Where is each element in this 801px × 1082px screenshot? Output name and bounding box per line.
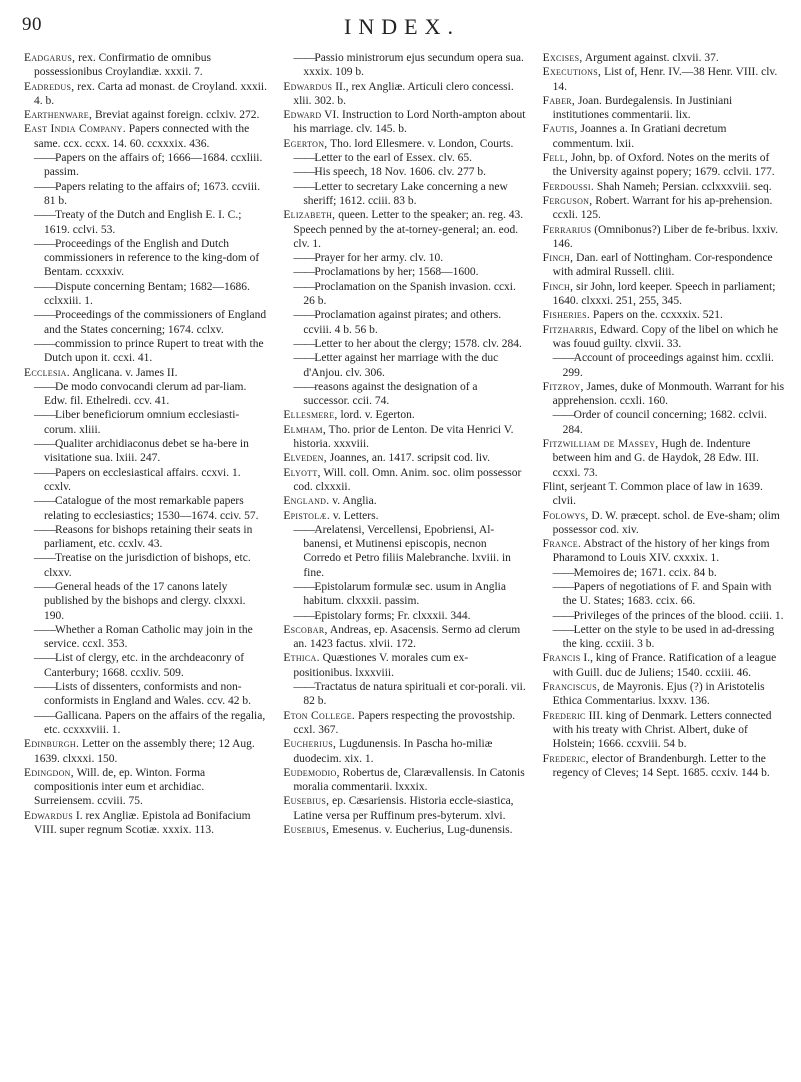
entry-text: General heads of the 17 canons lately published by the bishops and clergy. clxxxi. 190. [44, 580, 246, 622]
index-entry [543, 280, 786, 309]
repeat-dash [293, 181, 314, 193]
index-subentry [24, 466, 267, 495]
entry-text: Papers connected with the same. ccx. ccxx. 14. 60. ccxxxix. 436. [34, 123, 250, 150]
entry-text: Privileges of the princes of the blood. cciii. 1. [573, 609, 784, 622]
entry-text: Letter to her about the clergy; 1578. clv. 284. [314, 337, 522, 350]
entry-text: De modo convocandi clerum ad par-liam. Edw. fil. Ethelredi. ccv. 41. [44, 380, 247, 408]
index-entry [543, 151, 786, 180]
repeat-dash [293, 281, 314, 293]
repeat-dash [34, 524, 55, 536]
entry-text: III. king of Denmark. Letters connected with his treaty with Christ. Albert, duke of Holstein; 1666. ccxviii. 54 b. [552, 709, 772, 751]
entry-heading: Ethica. [283, 652, 320, 665]
entry-text: Letter on the assembly there; 12 Aug. 1639. clxxxi. 150. [34, 738, 255, 765]
entry-text: Proceedings of the commissioners of England and the States concerning; 1674. cclxv. [44, 309, 267, 336]
entry-text: Liber beneficiorum omnium ecclesiasti-corum. xliii. [44, 409, 240, 436]
index-subentry [24, 308, 267, 337]
entry-text: List of, Henr. IV.—38 Henr. VIII. clv. 14. [552, 66, 778, 93]
index-subentry [283, 151, 526, 165]
entry-heading: Ellesmere, [283, 409, 338, 422]
entry-text: Joan. Burdegalensis. In Justiniani institutiones commentarii. lix. [552, 94, 733, 122]
index-entry [283, 137, 526, 151]
entry-text: Epistolarum formulæ sec. usum in Anglia habitum. clxxxii. passim. [303, 580, 506, 608]
index-entry [543, 51, 786, 65]
index-entry [543, 380, 786, 409]
index-entry [283, 408, 526, 422]
index-subentry [543, 408, 786, 437]
index-subentry [543, 351, 786, 380]
index-subentry [24, 494, 267, 523]
index-entry [24, 80, 267, 109]
repeat-dash [293, 266, 314, 278]
repeat-dash [553, 624, 574, 636]
entry-heading: France. [542, 538, 582, 551]
entry-text: Abstract of the history of her kings from Pharamond to Louis XIV. cxxxix. 1. [552, 538, 770, 565]
entry-heading: Folowys, [542, 509, 589, 522]
entry-text: Proclamations by her; 1568—1600. [314, 266, 479, 279]
entry-heading: Fell, [542, 152, 569, 165]
entry-heading: Elizabeth, [283, 209, 336, 222]
entry-text: Argument against. clxvii. 37. [584, 52, 719, 64]
repeat-dash [34, 624, 55, 636]
index-entry [543, 308, 786, 322]
entry-text: Account of proceedings against him. ccxlii. 299. [562, 352, 774, 379]
entry-text: Hugh de. Indenture between him and G. de Haydok, 28 Edw. III. ccxxi. 73. [552, 438, 759, 479]
index-subentry [543, 566, 786, 580]
index-subentry [24, 680, 267, 709]
entry-text: Joannes, an. 1417. scripsit cod. liv. [329, 452, 490, 465]
repeat-dash [34, 209, 55, 221]
entry-text: elector of Brandenburgh. Letter to the regency of Cleves; 14 Sept. 1685. ccxiv. 144 b. [552, 752, 770, 779]
index-subentry [283, 523, 526, 580]
entry-text: Arelatensi, Vercellensi, Epobriensi, Al-banensi, et Mutinensi episcopis, necnon Corredo et Petro filiis Malebranche. lxviii. in fine. [303, 523, 511, 579]
index-entry [543, 651, 786, 680]
index-entry [283, 494, 526, 508]
entry-heading: Fitzwilliam de Massey, [542, 438, 659, 451]
index-subentry [24, 151, 267, 180]
entry-text: reasons against the designation of a successor. ccii. 74. [303, 380, 478, 408]
entry-heading: Ferrarius [542, 223, 592, 236]
index-entry [543, 122, 786, 151]
repeat-dash [34, 681, 55, 693]
entry-text: de Mayronis. Ejus (?) in Aristotelis Ethica Commentarius. lxxxv. 136. [552, 681, 765, 708]
entry-text: Papers relating to the affairs of; 1673. ccviii. 81 b. [44, 180, 261, 207]
index-entry [543, 180, 786, 194]
index-subentry [283, 165, 526, 179]
entry-text: I., king of France. Ratification of a league with Guill. duc de Juliens; 1540. ccxiii. 46. [552, 652, 777, 679]
index-subentry [24, 337, 267, 366]
index-subentry [24, 280, 267, 309]
index-subentry [24, 580, 267, 623]
index-subentry [283, 280, 526, 309]
entry-text: Letter to the earl of Essex. clv. 65. [314, 152, 472, 165]
column-right [543, 51, 786, 1073]
repeat-dash [293, 338, 314, 350]
entry-heading: Edwardus [24, 809, 73, 822]
entry-heading: Fisheries. [542, 309, 591, 322]
index-subentry [24, 180, 267, 209]
entry-heading: Eusebius, [283, 795, 330, 808]
entry-heading: Eudemodio, [283, 766, 340, 779]
index-entry [283, 208, 526, 251]
page-title: INDEX. [344, 14, 460, 39]
entry-text: (Omnibonus?) Liber de fe-bribus. lxxiv. 146. [552, 223, 779, 250]
entry-text: Letter to secretary Lake concerning a new sheriff; 1612. cciii. 83 b. [303, 180, 508, 207]
entry-text: rex. Confirmatio de omnibus possessionibus Croylandiæ. xxxii. 7. [34, 52, 212, 79]
index-entry [543, 251, 786, 280]
entry-text: Passio ministrorum ejus secundum opera sua. xxxix. 109 b. [303, 52, 524, 79]
entry-text: Qualiter archidiaconus debet se ha-bere in visitatione sua. lxiii. 247. [44, 438, 249, 465]
entry-heading: Edinburgh. [24, 738, 80, 751]
index-subentry [24, 551, 267, 580]
entry-text: Treaty of the Dutch and English E. I. C.; 1619. cclvi. 53. [44, 209, 242, 236]
index-subentry [283, 380, 526, 409]
index-entry [543, 194, 786, 223]
repeat-dash [293, 581, 314, 593]
entry-text: VI. Instruction to Lord North-ampton about his marriage. clv. 145. b. [293, 109, 526, 136]
repeat-dash [34, 552, 55, 564]
entry-text: His speech, 18 Nov. 1606. clv. 277 b. [314, 166, 486, 179]
entry-text: Whether a Roman Catholic may join in the service. ccxl. 353. [44, 623, 253, 651]
index-subentry [283, 580, 526, 609]
index-entry [543, 223, 786, 252]
entry-heading: Eadgarus, [24, 52, 76, 64]
repeat-dash [34, 652, 55, 664]
page-header [22, 14, 782, 44]
entry-text: Gallicana. Papers on the affairs of the regalia, etc. ccxxxviii. 1. [44, 709, 266, 736]
entry-text: v. Letters. [332, 509, 379, 522]
index-entry [283, 423, 526, 452]
entry-heading: Fautis, [542, 123, 578, 136]
entry-text: Lugdunensis. In Pascha ho-miliæ duodecim. xix. 1. [293, 738, 493, 765]
index-entry [283, 623, 526, 652]
index-entry [543, 509, 786, 538]
index-subentry [24, 651, 267, 680]
entry-text: Tho. prior de Lenton. De vita Henrici V. historia. xxxviii. [293, 423, 514, 451]
repeat-dash [293, 309, 314, 321]
index-entry [283, 737, 526, 766]
index-entry [283, 451, 526, 465]
index-columns [24, 51, 786, 1073]
index-subentry [283, 351, 526, 380]
repeat-dash [34, 238, 55, 250]
entry-heading: Ferdoussi. [542, 180, 595, 193]
index-entry [543, 65, 786, 94]
entry-heading: Finch, [542, 252, 574, 265]
index-entry [24, 737, 267, 766]
entry-text: Prayer for her army. clv. 10. [314, 252, 444, 265]
entry-heading: Faber, [542, 94, 576, 107]
repeat-dash [34, 152, 55, 164]
repeat-dash [34, 581, 55, 593]
entry-heading: East India Company. [24, 123, 126, 136]
repeat-dash [293, 681, 314, 693]
repeat-dash [293, 524, 314, 536]
repeat-dash [553, 352, 574, 364]
entry-heading: England. [283, 495, 330, 508]
entry-text: Tractatus de natura spirituali et cor-porali. vii. 82 b. [303, 681, 526, 708]
entry-text: rex. Carta ad monast. de Croyland. xxxii. 4. b. [34, 80, 267, 107]
entry-text: Memoires de; 1671. ccix. 84 b. [573, 566, 717, 579]
index-subentry [283, 337, 526, 351]
entry-heading: Eadredus, [24, 80, 75, 93]
index-entry [24, 366, 267, 380]
index-entry [543, 680, 786, 709]
entry-text: Robert. Warrant for his ap-prehension. ccxli. 125. [552, 194, 773, 222]
entry-text: sir John, lord keeper. Speech in parliament; 1640. clxxxi. 251, 255, 345. [552, 280, 776, 308]
index-entry [543, 709, 786, 752]
index-entry [283, 509, 526, 523]
entry-text: Shah Nameh; Persian. cclxxxviii. seq. [596, 180, 772, 193]
index-subentry [283, 51, 526, 80]
repeat-dash [34, 495, 55, 507]
index-entry [543, 480, 786, 509]
entry-text: v. Anglia. [332, 495, 377, 508]
entry-text: Joannes a. In Gratiani decretum commentum. lxii. [552, 123, 727, 150]
index-entry [24, 122, 267, 151]
entry-text: John, bp. of Oxford. Notes on the merits of the University against popery; 1679. cclvii. 177. [552, 152, 775, 179]
entry-heading: Edingdon, [24, 766, 74, 779]
page-number: 90 [22, 14, 42, 35]
repeat-dash [34, 710, 55, 722]
entry-text: Robertus de, Clarævallensis. In Catonis moralia commentarii. lxxxix. [293, 766, 525, 794]
entry-text: Papers on the. ccxxxix. 521. [592, 309, 723, 322]
index-subentry [24, 408, 267, 437]
index-subentry [283, 609, 526, 623]
entry-heading: Executions, [542, 66, 602, 79]
repeat-dash [34, 409, 55, 421]
entry-heading: Frederic [542, 709, 586, 722]
entry-heading: Fitzroy, [542, 380, 584, 393]
entry-heading: Eucherius, [283, 738, 337, 751]
entry-text: Lists of dissenters, conformists and non-conformists in England and Wales. ccv. 42 b. [44, 681, 251, 708]
index-subentry [283, 308, 526, 337]
entry-text: James, duke of Monmouth. Warrant for his apprehension. ccxli. 160. [552, 380, 785, 408]
entry-text: Letter against her marriage with the duc d'Anjou. clv. 306. [303, 352, 499, 379]
entry-text: Letter on the style to be used in ad-dressing the king. ccxiii. 3 b. [562, 623, 775, 651]
entry-text: ep. Cæsariensis. Historia eccle-siastica, Latine versa per Ruffinum pres-byterum. xlvi. [293, 795, 514, 822]
repeat-dash [293, 252, 314, 264]
entry-heading: Eton College. [283, 709, 356, 722]
index-subentry [24, 380, 267, 409]
entry-text: Emesenus. v. Eucherius, Lug-dunensis. [332, 824, 513, 837]
index-subentry [24, 208, 267, 237]
index-entry [283, 651, 526, 680]
entry-text: Treatise on the jurisdiction of bishops, etc. clxxv. [44, 552, 251, 579]
entry-text: Papers on the affairs of; 1666—1684. ccxliii. passim. [44, 152, 263, 179]
repeat-dash [293, 610, 314, 622]
entry-text: I. rex Angliæ. Epistola ad Bonifacium VIII. super regnum Scotiæ. xxxix. 113. [34, 809, 251, 837]
repeat-dash [553, 610, 574, 622]
index-entry [283, 709, 526, 738]
entry-text: lord. v. Egerton. [340, 409, 415, 422]
index-subentry [24, 623, 267, 652]
entry-text: Papers respecting the provostship. ccxl. 367. [293, 709, 516, 736]
entry-heading: Franciscus, [542, 681, 601, 694]
entry-heading: Egerton, [283, 137, 328, 150]
index-entry [543, 537, 786, 566]
entry-text: Order of council concerning; 1682. cclvii. 284. [562, 409, 767, 436]
repeat-dash [553, 567, 574, 579]
index-subentry [24, 237, 267, 280]
entry-heading: Finch, [542, 280, 574, 293]
index-subentry [283, 251, 526, 265]
entry-heading: Francis [542, 652, 581, 665]
index-subentry [24, 523, 267, 552]
entry-text: commission to prince Rupert to treat with the Dutch upon it. ccxi. 41. [44, 337, 264, 365]
entry-heading: Frederic, [542, 752, 589, 765]
column-left [24, 51, 267, 1073]
entry-text: Catalogue of the most remarkable papers relating to ecclesiastics; 1530—1674. cciv. 57. [44, 495, 259, 522]
entry-text: II., rex Angliæ. Articuli clero concessi. xlii. 302. b. [293, 80, 514, 107]
entry-heading: Escobar, [283, 623, 328, 636]
entry-text: D. W. præcept. schol. de Eve-sham; olim possessor cod. xiv. [552, 509, 780, 536]
entry-text: Proceedings of the English and Dutch commissioners in reference to the king-dom of Bentam. ccxxxiv. [44, 237, 260, 279]
entry-heading: Edward [283, 109, 322, 122]
index-entry [543, 323, 786, 352]
entry-text: Will. de, ep. Winton. Forma compositionis inter eum et archidiac. Surreiensem. ccviii. 75. [34, 766, 206, 808]
entry-text: Epistolary forms; Fr. clxxxii. 344. [314, 609, 471, 622]
entry-heading: Epistolæ. [283, 509, 331, 522]
index-entry [24, 809, 267, 838]
repeat-dash [34, 381, 55, 393]
index-subentry [543, 609, 786, 623]
repeat-dash [34, 181, 55, 193]
index-entry [283, 108, 526, 137]
repeat-dash [553, 409, 574, 421]
repeat-dash [34, 338, 55, 350]
entry-text: Quæstiones V. morales cum ex-positionibus. lxxxviii. [293, 652, 469, 679]
repeat-dash [34, 438, 55, 450]
index-entry [543, 437, 786, 480]
entry-heading: Elyott, [283, 466, 321, 479]
index-entry [543, 752, 786, 781]
entry-text: Proclamation on the Spanish invasion. ccxi. 26 b. [303, 280, 516, 308]
index-entry [543, 94, 786, 123]
repeat-dash [293, 381, 314, 393]
entry-text: Dan. earl of Nottingham. Cor-respondence with admiral Russell. cliii. [552, 252, 773, 279]
repeat-dash [293, 52, 314, 64]
entry-heading: Fitzharris, [542, 323, 598, 336]
index-entry [24, 108, 267, 122]
repeat-dash [34, 309, 55, 321]
entry-text: Edward. Copy of the libel on which he was fouud guilty. clxvii. 33. [552, 323, 779, 350]
index-subentry [24, 437, 267, 466]
repeat-dash [34, 467, 55, 479]
entry-text: queen. Letter to the speaker; an. reg. 43. Speech penned by the at-torney-general; an. eod. clv. 1. [293, 209, 524, 250]
repeat-dash [293, 166, 314, 178]
index-entry [24, 51, 267, 80]
entry-text: Breviat against foreign. cclxiv. 272. [95, 109, 260, 122]
index-subentry [283, 680, 526, 709]
entry-text: Proclamation against pirates; and others. ccviii. 4 b. 56 b. [303, 309, 502, 336]
entry-text: Dispute concerning Bentam; 1682—1686. cclxxiii. 1. [44, 280, 250, 308]
entry-text: Andreas, ep. Asacensis. Sermo ad clerum an. 1423 factus. xlvii. 172. [293, 623, 521, 651]
entry-text: Anglicana. v. James II. [72, 366, 178, 379]
entry-heading: Eusebius, [283, 824, 330, 837]
entry-heading: Edwardus [283, 80, 333, 93]
index-subentry [283, 265, 526, 279]
index-subentry [543, 623, 786, 652]
repeat-dash [553, 581, 574, 593]
entry-text: Papers on ecclesiastical affairs. ccxvi. 1. ccxlv. [44, 466, 241, 493]
entry-text: Will. coll. Omn. Anim. soc. olim possessor cod. clxxxii. [293, 466, 522, 493]
entry-text: Flint, serjeant T. Common place of law in 1639. clvii. [542, 480, 763, 508]
index-subentry [283, 180, 526, 209]
repeat-dash [293, 352, 314, 364]
column-middle [283, 51, 526, 1073]
index-entry [283, 794, 526, 823]
entry-text: List of clergy, etc. in the archdeaconry of Canterbury; 1668. ccxliv. 509. [44, 652, 245, 679]
entry-text: Papers of negotiations of F. and Spain with the U. States; 1683. ccix. 66. [562, 580, 772, 608]
index-entry [24, 766, 267, 809]
entry-heading: Excises, [542, 52, 583, 64]
entry-text: Tho. lord Ellesmere. v. London, Courts. [330, 137, 514, 150]
repeat-dash [34, 281, 55, 293]
index-entry [283, 766, 526, 795]
index-entry [283, 80, 526, 109]
repeat-dash [293, 152, 314, 164]
index-subentry [24, 709, 267, 738]
entry-heading: Earthenware, [24, 109, 93, 122]
entry-heading: Ecclesia. [24, 366, 70, 379]
entry-text: Reasons for bishops retaining their seats in parliament, etc. ccxlv. 43. [44, 523, 253, 551]
index-entry [283, 823, 526, 837]
index-subentry [543, 580, 786, 609]
entry-heading: Elveden, [283, 452, 327, 465]
entry-heading: Elmham, [283, 423, 326, 436]
index-entry [283, 466, 526, 495]
entry-heading: Ferguson, [542, 194, 593, 207]
